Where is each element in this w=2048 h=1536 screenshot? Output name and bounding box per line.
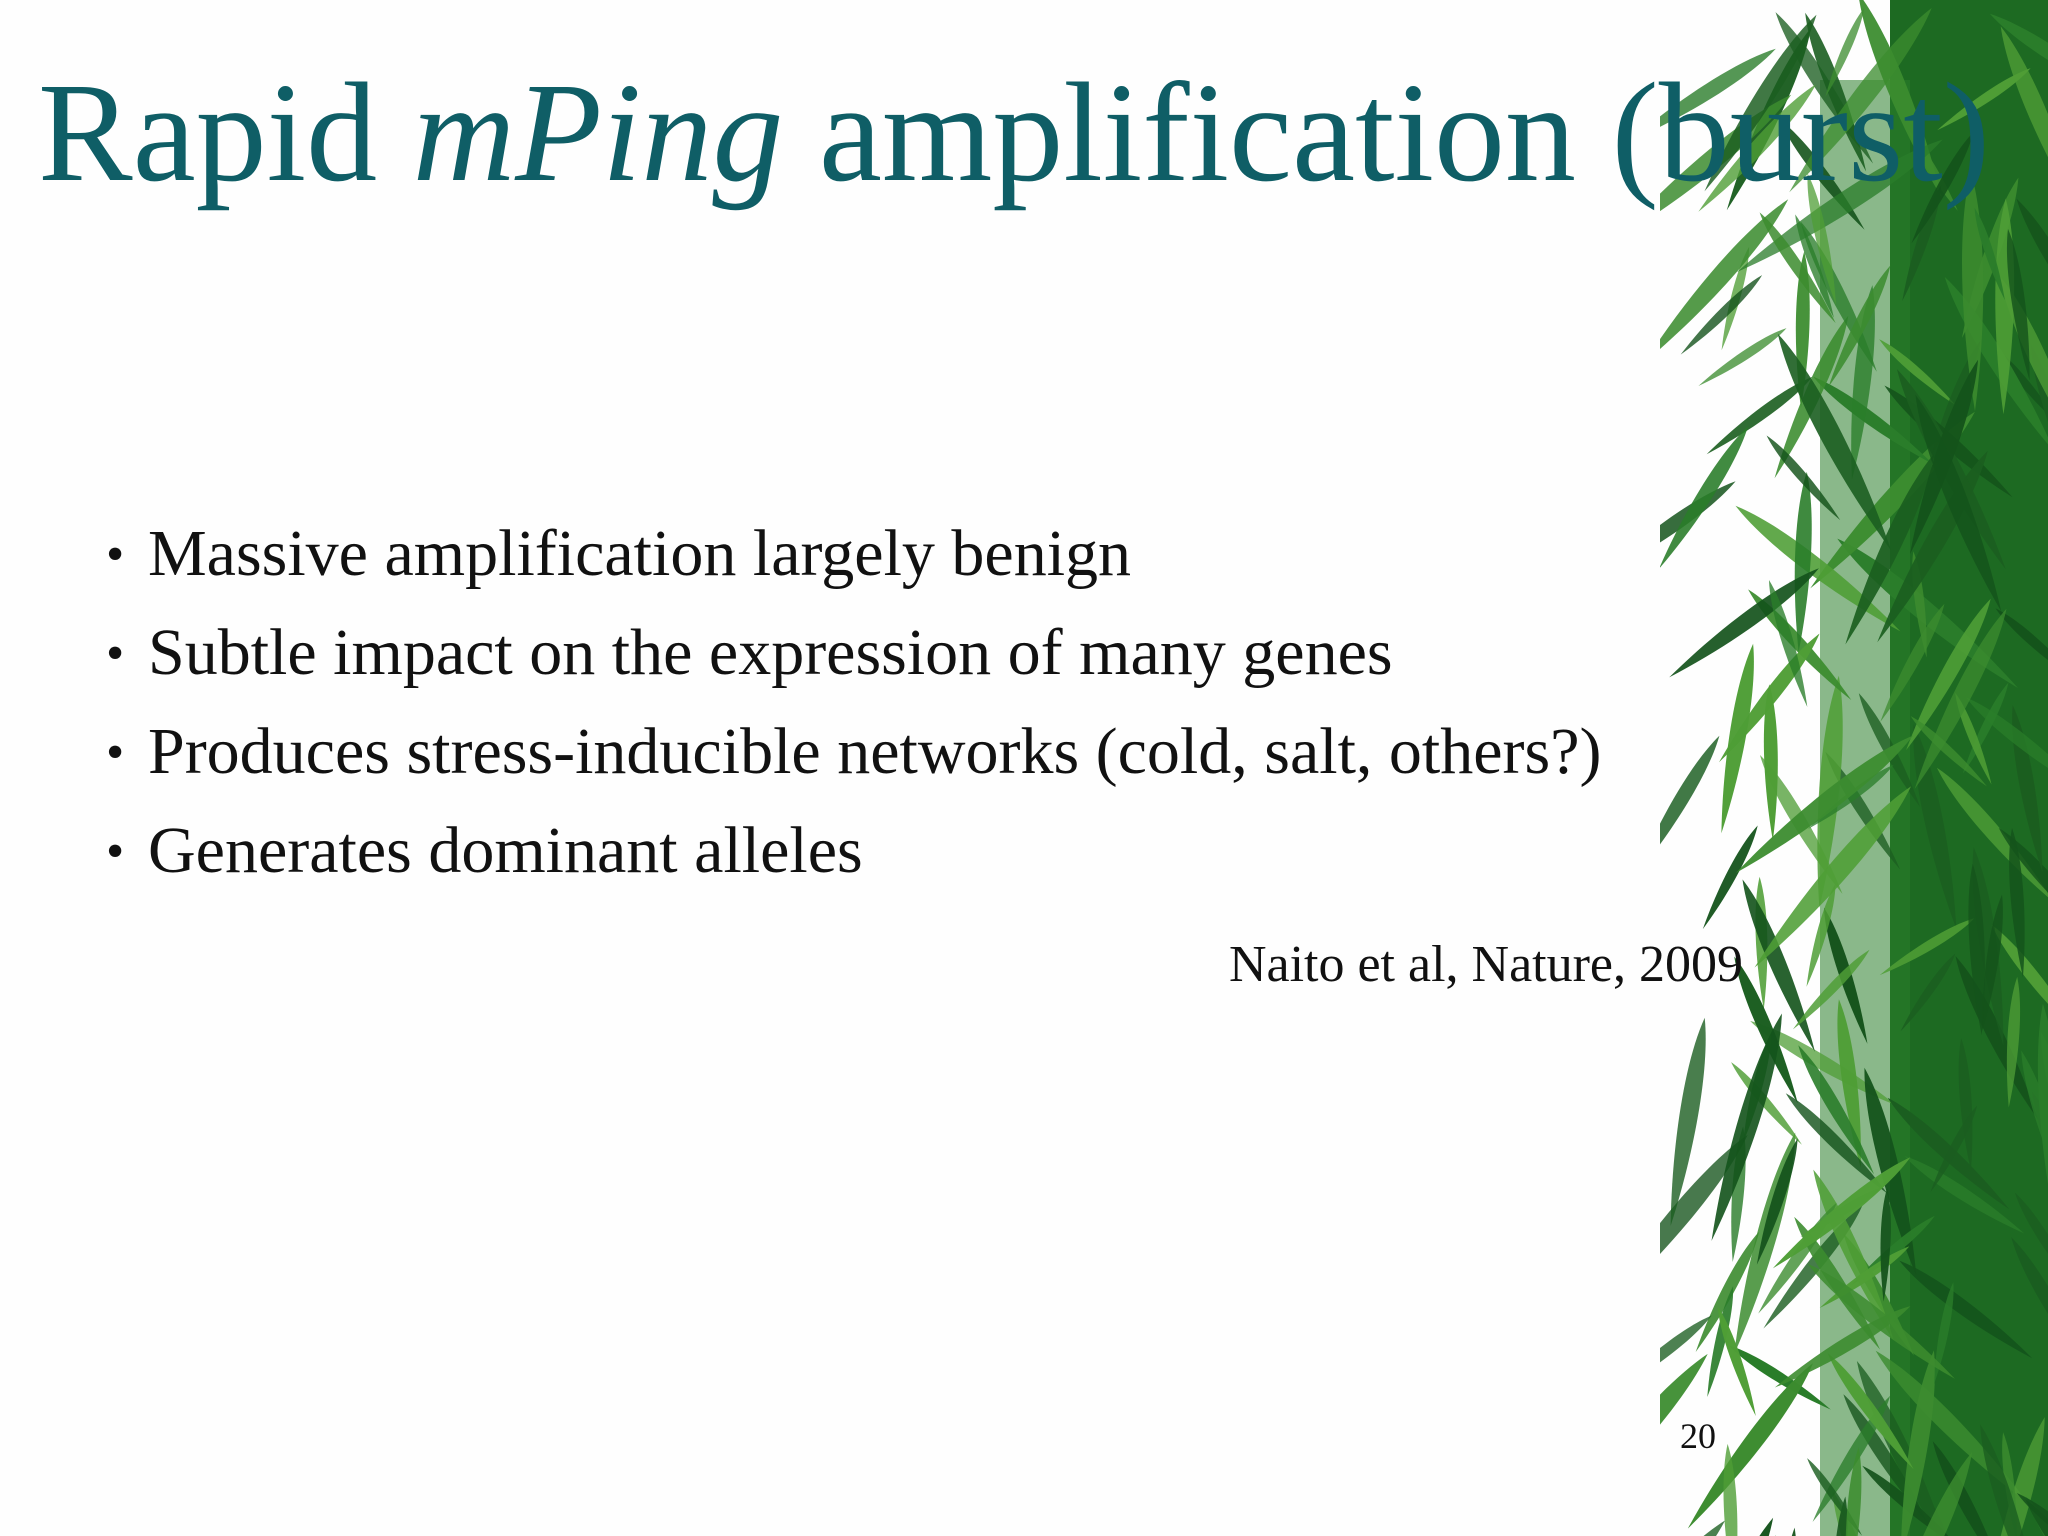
bullet-text: Produces stress-inducible networks (cold, salt, others?) — [148, 715, 1602, 788]
title-prefix: Rapid — [37, 53, 413, 211]
bullet-marker: • — [106, 724, 125, 781]
bamboo-leaf — [1660, 422, 1754, 573]
bullet-list — [106, 505, 1601, 901]
title-italic-term: mPing — [412, 53, 784, 211]
bullet-item — [106, 505, 1601, 604]
bamboo-leaf — [1696, 324, 1789, 390]
bamboo-leaf — [1660, 193, 1795, 369]
bamboo-leaf — [1713, 642, 1761, 834]
bullet-item — [106, 703, 1601, 802]
bullet-item — [106, 604, 1601, 703]
citation: Naito et al, Nature, 2009 — [1228, 936, 1743, 993]
bullet-marker: • — [106, 823, 125, 880]
bamboo-leaf — [1774, 1527, 1801, 1536]
bullet-text: Subtle impact on the expression of many genes — [148, 616, 1393, 689]
title-suffix: amplification (burst) — [783, 53, 1991, 211]
bamboo-leaves-decoration — [1660, 0, 2048, 1536]
bullet-item — [106, 802, 1601, 901]
page-number: 20 — [1680, 1416, 1716, 1456]
bullet-text: Generates dominant alleles — [148, 814, 863, 887]
slide-title — [0, 52, 2048, 212]
bullet-text: Massive amplification largely benign — [148, 517, 1132, 590]
bamboo-leaf — [1660, 732, 1726, 879]
bullet-marker: • — [106, 526, 125, 583]
bullet-marker: • — [106, 625, 125, 682]
